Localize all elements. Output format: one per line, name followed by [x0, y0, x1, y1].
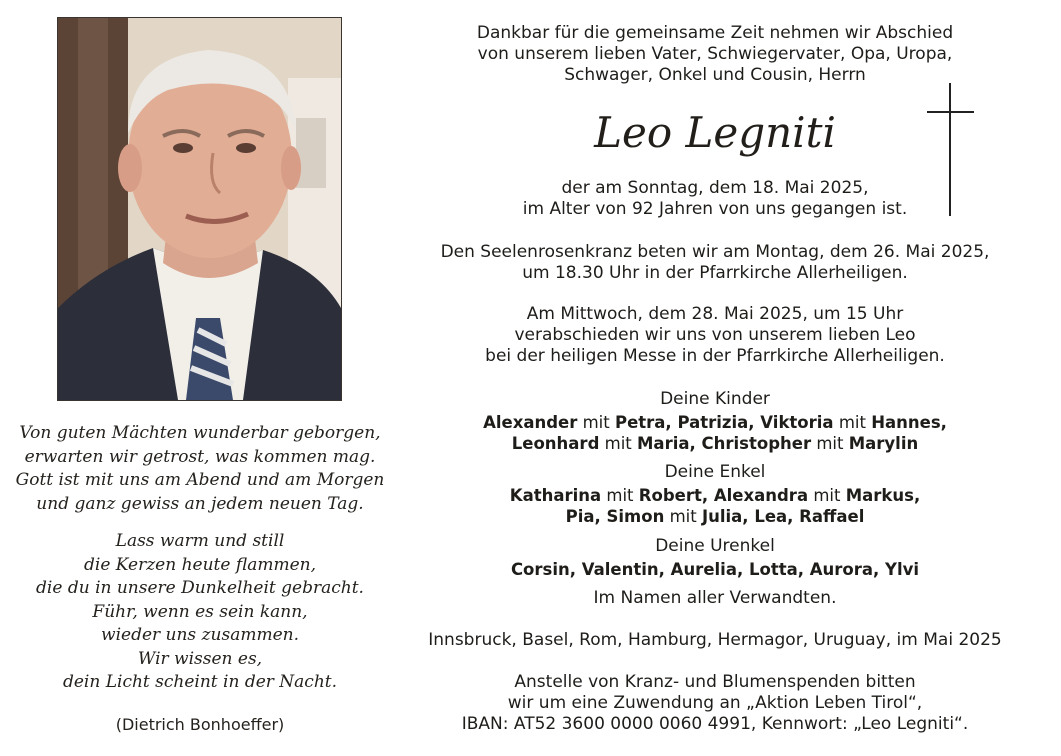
mass-line: Am Mittwoch, dem 28. Mai 2025, um 15 Uhr — [526, 304, 904, 324]
children-block — [395, 389, 1035, 454]
connector: mit — [599, 434, 638, 453]
death-line: im Alter von 92 Jahren von uns gegangen ist. — [522, 199, 908, 219]
name-group: Petra, Patrizia, Viktoria — [614, 413, 834, 432]
poem-line: wieder uns zusammen. — [101, 625, 299, 645]
connector: mit — [664, 507, 702, 526]
poem-line: die du in unsere Dunkelheit gebracht. — [36, 578, 364, 598]
name-group: Maria, Christopher — [637, 434, 812, 453]
name-group: Julia, Lea, Raffael — [701, 507, 865, 526]
donation-text — [395, 672, 1035, 735]
mass-text — [395, 304, 1035, 367]
name-group: Robert, Alexandra — [638, 486, 809, 505]
poem-credit: (Dietrich Bonhoeffer) — [115, 715, 285, 734]
cross-icon-bar — [927, 111, 974, 113]
intro-line: Schwager, Onkel und Cousin, Herrn — [564, 65, 866, 85]
name-group: Marylin — [848, 434, 919, 453]
poem-line: dein Licht scheint in der Nacht. — [62, 672, 338, 692]
intro-line: Dankbar für die gemeinsame Zeit nehmen wir Abschied — [476, 23, 954, 43]
name-group: Pia, Simon — [565, 507, 665, 526]
poem-line: Wir wissen es, — [137, 648, 263, 669]
poem-stanza-2 — [8, 530, 392, 695]
connector: mit — [833, 413, 872, 432]
mass-line: bei der heiligen Messe in der Pfarrkirche Allerheiligen. — [485, 346, 945, 366]
rosary-line: Den Seelenrosenkranz beten wir am Montag, dem 26. Mai 2025, — [440, 242, 990, 262]
great-grandchildren-block — [395, 536, 1035, 580]
rosary-text — [395, 242, 1035, 284]
places-text: Innsbruck, Basel, Rom, Hamburg, Hermagor, Uruguay, im Mai 2025 — [428, 630, 1002, 650]
name-group: Leonhard — [511, 434, 600, 453]
poem-stanza-1 — [8, 422, 392, 516]
death-line: der am Sonntag, dem 18. Mai 2025, — [561, 178, 869, 198]
grandchildren-line-1 — [395, 485, 1035, 506]
poem-line: Führ, wenn es sein kann, — [92, 601, 308, 622]
portrait-photo — [57, 17, 342, 401]
name-group: Markus, — [845, 486, 921, 505]
mass-line: verabschieden wir uns von unserem lieben Leo — [514, 325, 916, 345]
connector: mit — [601, 486, 639, 505]
name-group: Alexander — [483, 413, 578, 432]
donation-line: wir um eine Zuwendung an „Aktion Leben Tirol“, — [507, 693, 923, 713]
great-grandchildren-heading: Deine Urenkel — [655, 536, 775, 556]
poem-line: und ganz gewiss an jedem neuen Tag. — [36, 493, 364, 514]
great-grandchildren-line: Corsin, Valentin, Aurelia, Lotta, Aurora, Ylvi — [510, 560, 920, 579]
portrait-illustration — [58, 18, 341, 400]
grandchildren-block — [395, 462, 1035, 527]
grandchildren-heading: Deine Enkel — [664, 462, 766, 482]
name-group: Hannes, — [871, 413, 947, 432]
poem-line: Von guten Mächten wunderbar geborgen, — [19, 423, 381, 443]
children-heading: Deine Kinder — [660, 389, 770, 409]
deceased-name: Leo Legniti — [594, 108, 836, 157]
children-line-1 — [395, 412, 1035, 433]
children-line-2 — [395, 433, 1035, 454]
rosary-line: um 18.30 Uhr in der Pfarrkirche Allerheiligen. — [522, 263, 908, 283]
donation-line: Anstelle von Kranz- und Blumenspenden bitten — [514, 672, 916, 692]
connector: mit — [577, 413, 615, 432]
death-text — [395, 178, 1035, 220]
relatives-text: Im Namen aller Verwandten. — [593, 588, 837, 608]
poem-line: Lass warm und still — [115, 531, 285, 551]
grandchildren-line-2 — [395, 506, 1035, 527]
donation-line: IBAN: AT52 3600 0000 0060 4991, Kennwort: „Leo Legniti“. — [461, 714, 969, 734]
connector: mit — [808, 486, 846, 505]
poem-line: Gott ist mit uns am Abend und am Morgen — [15, 470, 385, 490]
name-group: Katharina — [509, 486, 602, 505]
poem-line: die Kerzen heute flammen, — [84, 554, 316, 575]
intro-text — [395, 23, 1035, 86]
poem-line: erwarten wir getrost, was kommen mag. — [24, 446, 376, 467]
intro-line: von unserem lieben Vater, Schwiegervater, Opa, Uropa, — [477, 44, 953, 64]
connector: mit — [811, 434, 849, 453]
